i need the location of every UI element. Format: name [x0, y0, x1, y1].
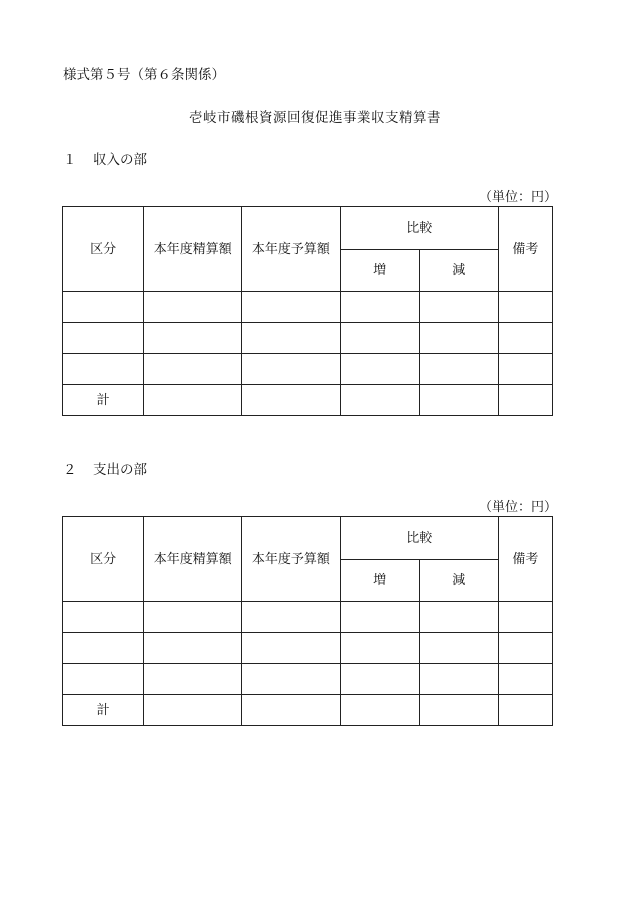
section-title: 収入の部	[93, 152, 147, 168]
table-cell	[419, 354, 498, 385]
header-comparison: 比較	[340, 207, 498, 250]
table-cell	[242, 695, 340, 726]
table-cell	[63, 323, 144, 354]
table-cell	[419, 323, 498, 354]
table-row	[63, 354, 553, 385]
table-cell	[498, 695, 552, 726]
table-cell	[242, 323, 340, 354]
total-label: 計	[63, 385, 144, 416]
header-increase: 増	[340, 250, 419, 292]
header-category: 区分	[63, 517, 144, 602]
table-row	[63, 664, 553, 695]
table-cell	[242, 292, 340, 323]
table-cell	[498, 292, 552, 323]
table-cell	[63, 292, 144, 323]
table-cell	[242, 385, 340, 416]
total-row	[63, 695, 553, 726]
unit-label: （単位：円）	[478, 190, 557, 205]
table-cell	[242, 664, 340, 695]
table-cell	[419, 664, 498, 695]
table-cell	[498, 602, 552, 633]
table-cell	[419, 292, 498, 323]
table-cell	[340, 695, 419, 726]
table-cell	[63, 354, 144, 385]
table-cell	[340, 323, 419, 354]
table-cell	[144, 354, 242, 385]
table-row	[63, 323, 553, 354]
expenditure-table	[62, 516, 553, 726]
table-cell	[63, 664, 144, 695]
table-cell	[498, 354, 552, 385]
header-budget-amount: 本年度予算額	[242, 517, 340, 602]
header-decrease: 減	[419, 250, 498, 292]
section-heading-expenditure	[63, 458, 147, 478]
header-category: 区分	[63, 207, 144, 292]
table-cell	[498, 664, 552, 695]
table-cell	[144, 695, 242, 726]
section-title: 支出の部	[93, 462, 147, 478]
table-cell	[340, 633, 419, 664]
document-title: 壱岐市磯根資源回復促進事業収支精算書	[189, 110, 441, 126]
header-remarks: 備考	[498, 207, 552, 292]
header-budget-amount: 本年度予算額	[242, 207, 340, 292]
table-cell	[242, 602, 340, 633]
header-remarks: 備考	[498, 517, 552, 602]
table-cell	[340, 664, 419, 695]
header-increase: 増	[340, 560, 419, 602]
table-cell	[63, 602, 144, 633]
table-cell	[419, 602, 498, 633]
table-row	[63, 602, 553, 633]
section-number: １	[63, 152, 77, 168]
table-row	[63, 633, 553, 664]
header-settled-amount: 本年度精算額	[144, 207, 242, 292]
table-cell	[419, 695, 498, 726]
table-cell	[242, 354, 340, 385]
total-row	[63, 385, 553, 416]
table-cell	[144, 323, 242, 354]
table-cell	[498, 323, 552, 354]
table-cell	[340, 385, 419, 416]
table-cell	[144, 664, 242, 695]
header-decrease: 減	[419, 560, 498, 602]
table-cell	[144, 292, 242, 323]
table-cell	[144, 633, 242, 664]
unit-label: （単位：円）	[478, 500, 557, 515]
form-label: 様式第５号（第６条関係）	[63, 67, 225, 83]
table-cell	[419, 633, 498, 664]
table-row	[63, 292, 553, 323]
section-heading-income	[63, 148, 147, 168]
income-table	[62, 206, 553, 416]
table-cell	[340, 354, 419, 385]
table-cell	[340, 292, 419, 323]
header-settled-amount: 本年度精算額	[144, 517, 242, 602]
table-cell	[340, 602, 419, 633]
table-cell	[63, 633, 144, 664]
table-cell	[419, 385, 498, 416]
table-cell	[144, 602, 242, 633]
header-comparison: 比較	[340, 517, 498, 560]
total-label: 計	[63, 695, 144, 726]
table-cell	[498, 633, 552, 664]
table-cell	[144, 385, 242, 416]
section-number: ２	[63, 462, 77, 478]
table-cell	[242, 633, 340, 664]
table-cell	[498, 385, 552, 416]
